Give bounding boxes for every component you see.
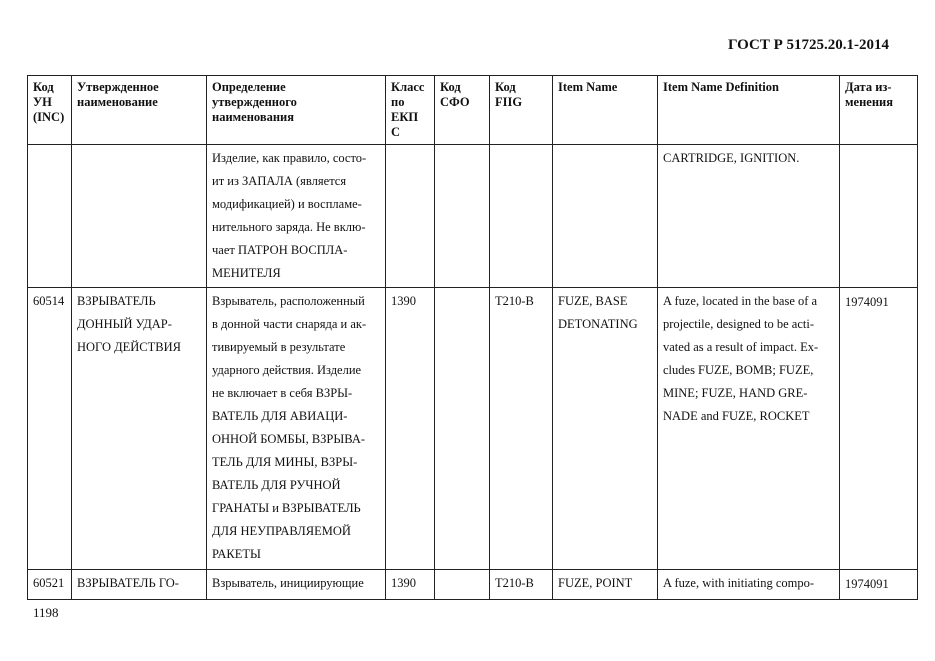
cell-approved-name: ВЗРЫВАТЕЛЬ ГО- bbox=[72, 570, 207, 600]
cell-sfo bbox=[435, 570, 490, 600]
cell-fiig bbox=[490, 145, 553, 288]
cell-sfo bbox=[435, 288, 490, 570]
cell-item-name: FUZE, POINT bbox=[553, 570, 658, 600]
cell-approved-name bbox=[72, 145, 207, 288]
cell-definition: Изделие, как правило, состо- ит из ЗАПАЛА (является модификацией) и воспламе- нительного заряда. Не вклю- чает ПАТРОН ВОСПЛА- МЕНИТЕЛЯ bbox=[207, 145, 386, 288]
col-header-approved-name: Утвержденное наименование bbox=[72, 76, 207, 145]
cell-fiig: T210-B bbox=[490, 570, 553, 600]
cell-date bbox=[840, 145, 918, 288]
col-header-class: Класс по ЕКП С bbox=[386, 76, 435, 145]
cell-item-definition: A fuze, located in the base of a projectile, designed to be acti- vated as a result of impact. Ex- cludes FUZE, BOMB; FUZE, MINE; FUZE, HAND GRE- NADE and FUZE, ROCKET bbox=[658, 288, 840, 570]
cell-date: 1974091 bbox=[840, 570, 918, 600]
col-header-sfo: Код СФО bbox=[435, 76, 490, 145]
col-header-item-definition: Item Name Definition bbox=[658, 76, 840, 145]
cell-inc: 60514 bbox=[28, 288, 72, 570]
col-header-date: Дата из- менения bbox=[840, 76, 918, 145]
cell-item-name: FUZE, BASE DETONATING bbox=[553, 288, 658, 570]
col-header-definition: Определение утвержденного наименования bbox=[207, 76, 386, 145]
cell-class bbox=[386, 145, 435, 288]
page-number: 1198 bbox=[33, 605, 59, 620]
cell-item-definition: A fuze, with initiating compo- bbox=[658, 570, 840, 600]
col-header-fiig: Код FIIG bbox=[490, 76, 553, 145]
cell-definition: Взрыватель, расположенный в донной части снаряда и ак- тивируемый в результате ударного действия. Изделие не включает в себя ВЗРЫ- ВАТЕЛЬ ДЛЯ АВИАЦИ- ОННОЙ БОМБЫ, ВЗРЫВА- ТЕЛЬ ДЛЯ МИНЫ, ВЗРЫ- ВАТЕЛЬ ДЛЯ РУЧНОЙ ГРАНАТЫ и ВЗРЫВАТЕЛЬ ДЛЯ НЕУПРАВЛЯЕМОЙ РАКЕТЫ bbox=[207, 288, 386, 570]
cell-approved-name: ВЗРЫВАТЕЛЬ ДОННЫЙ УДАР- НОГО ДЕЙСТВИЯ bbox=[72, 288, 207, 570]
col-header-inc: Код УН (INC) bbox=[28, 76, 72, 145]
cell-sfo bbox=[435, 145, 490, 288]
cell-inc bbox=[28, 145, 72, 288]
cell-definition: Взрыватель, инициирующие bbox=[207, 570, 386, 600]
catalog-table bbox=[27, 75, 918, 600]
cell-fiig: T210-B bbox=[490, 288, 553, 570]
table-row bbox=[28, 288, 918, 570]
cell-item-name bbox=[553, 145, 658, 288]
cell-inc: 60521 bbox=[28, 570, 72, 600]
cell-class: 1390 bbox=[386, 288, 435, 570]
cell-class: 1390 bbox=[386, 570, 435, 600]
table-row bbox=[28, 145, 918, 288]
table-header-row bbox=[28, 76, 918, 145]
col-header-item-name: Item Name bbox=[553, 76, 658, 145]
document-standard-number: ГОСТ Р 51725.20.1-2014 bbox=[727, 37, 889, 53]
table-row bbox=[28, 570, 918, 600]
cell-item-definition: CARTRIDGE, IGNITION. bbox=[658, 145, 840, 288]
cell-date: 1974091 bbox=[840, 288, 918, 570]
